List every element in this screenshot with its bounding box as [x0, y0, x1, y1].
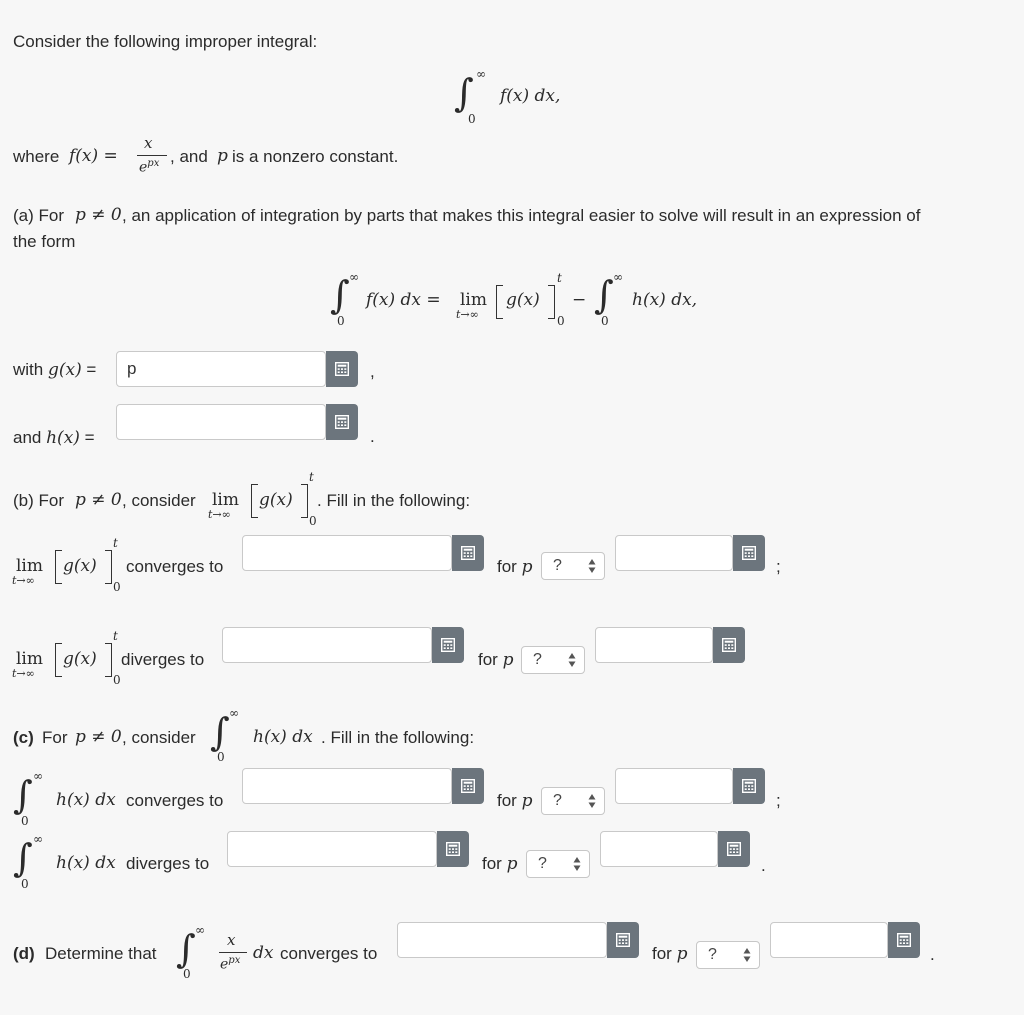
calculator-icon: [461, 546, 475, 560]
d-converges-p-select[interactable]: ?: [696, 941, 760, 969]
c-diverges-input[interactable]: [227, 831, 437, 867]
comma-g: ,: [370, 362, 375, 381]
g-input[interactable]: p: [116, 351, 326, 387]
calculator-icon: [335, 415, 349, 429]
c-diverges-p-math-button[interactable]: [718, 831, 750, 867]
calculator-icon: [446, 842, 460, 856]
updown-icon: [743, 947, 751, 963]
c-diverges-math-button[interactable]: [437, 831, 469, 867]
b-diverges-input[interactable]: [222, 627, 432, 663]
b-diverges-p-select[interactable]: ?: [521, 646, 585, 674]
d-converges-input[interactable]: [397, 922, 607, 958]
b-converges-p-input[interactable]: [615, 535, 733, 571]
c-converges-input[interactable]: [242, 768, 452, 804]
b-converges-input[interactable]: [242, 535, 452, 571]
semicolon-c1: ;: [776, 791, 781, 810]
b-diverges-p-math-button[interactable]: [713, 627, 745, 663]
d-converges-math-button[interactable]: [607, 922, 639, 958]
c-diverges-for: for p: [482, 854, 518, 874]
calculator-icon: [897, 933, 911, 947]
g-math-button[interactable]: [326, 351, 358, 387]
calculator-icon: [727, 842, 741, 856]
calculator-icon: [335, 362, 349, 376]
b-diverges-math-button[interactable]: [432, 627, 464, 663]
b-converges-math-button[interactable]: [452, 535, 484, 571]
period-h: .: [370, 427, 375, 446]
calculator-icon: [742, 546, 756, 560]
b-diverges-p-input[interactable]: [595, 627, 713, 663]
calculator-icon: [616, 933, 630, 947]
c-converges-p-input[interactable]: [615, 768, 733, 804]
updown-icon: [573, 856, 581, 872]
period-c: .: [761, 856, 766, 875]
h-math-button[interactable]: [326, 404, 358, 440]
c-converges-math-button[interactable]: [452, 768, 484, 804]
c-diverges-p-input[interactable]: [600, 831, 718, 867]
intro-text: Consider the following improper integral:: [13, 32, 318, 51]
b-diverges-for: for p: [478, 650, 514, 670]
d-converges-p-input[interactable]: [770, 922, 888, 958]
c-diverges-p-select[interactable]: ?: [526, 850, 590, 878]
d-converges-p-math-button[interactable]: [888, 922, 920, 958]
and-label: and h(x) =: [13, 428, 95, 448]
b-converges-for: for p: [497, 557, 533, 577]
h-input[interactable]: [116, 404, 326, 440]
c-converges-for: for p: [497, 791, 533, 811]
updown-icon: [568, 652, 576, 668]
calculator-icon: [742, 779, 756, 793]
period-d: .: [930, 945, 935, 964]
calculator-icon: [461, 779, 475, 793]
d-converges-for: for p: [652, 944, 688, 964]
with-label: with g(x) =: [13, 360, 97, 380]
updown-icon: [588, 558, 596, 574]
b-converges-p-select[interactable]: ?: [541, 552, 605, 580]
calculator-icon: [441, 638, 455, 652]
calculator-icon: [722, 638, 736, 652]
b-converges-p-math-button[interactable]: [733, 535, 765, 571]
c-converges-p-select[interactable]: ?: [541, 787, 605, 815]
updown-icon: [588, 793, 596, 809]
c-converges-p-math-button[interactable]: [733, 768, 765, 804]
semicolon-b1: ;: [776, 557, 781, 576]
